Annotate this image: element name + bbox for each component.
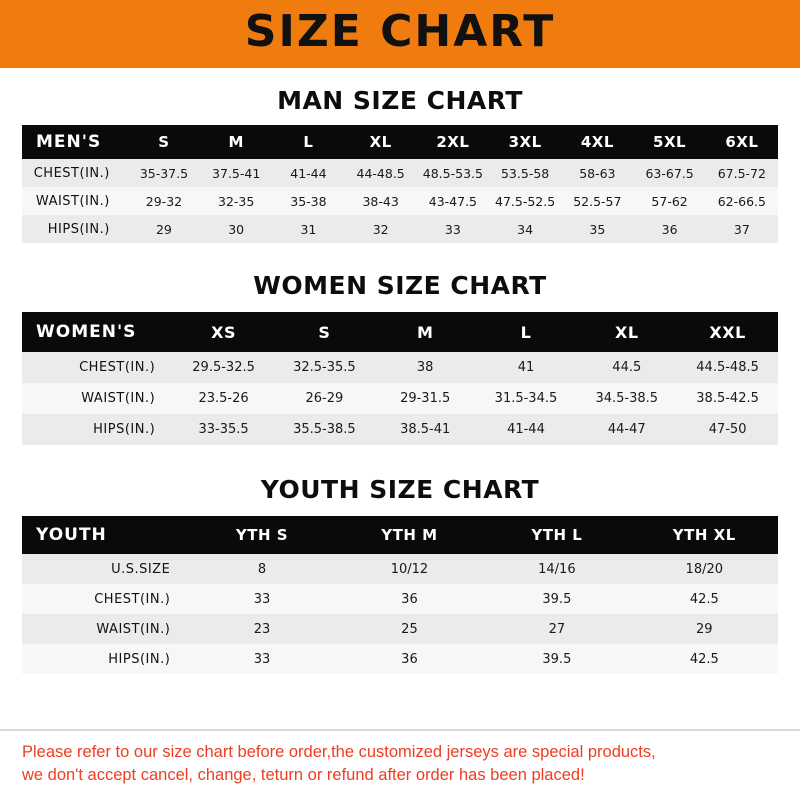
men-cell-1-6: 52.5-57 (573, 193, 622, 209)
table-row (22, 383, 778, 414)
men-row-label-0: CHEST(IN.) (33, 165, 110, 181)
footer-line-1: Please refer to our size chart before order,the customized jerseys are special products, (22, 743, 656, 762)
men-cell-0-7: 63-67.5 (645, 165, 694, 181)
women-column-header-3: L (520, 322, 532, 342)
youth-cell-3-3: 42.5 (689, 651, 719, 667)
youth-cell-0-0: 8 (257, 561, 267, 577)
men-column-header-6: 4XL (580, 133, 614, 151)
youth-size-table (22, 516, 778, 674)
men-cell-0-3: 44-48.5 (356, 165, 405, 181)
women-column-header-2: M (416, 322, 434, 342)
men-column-header-0: S (158, 133, 170, 151)
youth-row-label-1: CHEST(IN.) (94, 591, 171, 607)
men-table-header (22, 125, 778, 159)
women-cell-2-0: 33-35.5 (198, 422, 249, 437)
men-cell-1-8: 62-66.5 (717, 193, 766, 209)
footer-note (0, 729, 800, 800)
men-cell-2-1: 30 (228, 221, 245, 237)
women-column-header-1: S (318, 322, 331, 342)
youth-column-header-1: YTH M (381, 526, 438, 544)
table-row (22, 644, 778, 674)
women-cell-0-0: 29.5-32.5 (192, 360, 255, 375)
men-cell-0-2: 41-44 (290, 165, 327, 181)
women-row-label-0: CHEST(IN.) (79, 360, 156, 375)
women-cell-0-2: 38 (416, 360, 434, 375)
youth-table-body (22, 554, 778, 674)
men-table-body (22, 159, 778, 243)
table-row (22, 159, 778, 187)
women-cell-0-4: 44.5 (612, 360, 642, 375)
men-cell-1-0: 29-32 (145, 193, 183, 209)
youth-cell-1-2: 39.5 (542, 591, 572, 607)
youth-cell-1-0: 33 (253, 591, 271, 607)
men-column-header-4: 2XL (436, 133, 470, 151)
women-cell-1-4: 34.5-38.5 (595, 391, 659, 406)
men-cell-2-2: 31 (300, 221, 317, 237)
women-column-header-4: XL (615, 322, 639, 342)
men-cell-2-3: 32 (372, 221, 389, 237)
men-cell-1-1: 32-35 (218, 193, 255, 209)
page-title: SIZE CHART (244, 6, 556, 57)
youth-cell-3-2: 39.5 (542, 651, 572, 667)
women-cell-1-1: 26-29 (305, 391, 344, 406)
men-row-label-1: WAIST(IN.) (35, 193, 110, 209)
men-column-header-8: 6XL (725, 133, 759, 151)
women-cell-2-3: 41-44 (507, 422, 545, 437)
youth-cell-1-1: 36 (401, 591, 418, 607)
table-row (22, 187, 778, 215)
men-row-label-2: HIPS(IN.) (47, 221, 110, 237)
youth-header-row (22, 516, 778, 554)
youth-cell-0-1: 10/12 (390, 561, 429, 577)
table-row (22, 554, 778, 584)
men-header-row (22, 125, 778, 159)
youth-cell-3-0: 33 (253, 651, 271, 667)
women-cell-2-4: 44-47 (607, 422, 646, 437)
footer-line-2: we don't accept cancel, change, teturn or refund after order has been placed! (22, 765, 585, 784)
men-cell-1-7: 57-62 (651, 193, 688, 209)
women-cell-2-1: 35.5-38.5 (293, 422, 356, 437)
youth-cell-0-3: 18/20 (685, 561, 724, 577)
youth-column-header-0: YTH S (235, 526, 289, 544)
women-cell-1-0: 23.5-26 (198, 391, 249, 406)
table-row (22, 352, 778, 383)
women-column-header-0: XS (211, 322, 237, 342)
youth-column-header-2: YTH L (531, 526, 583, 544)
men-cell-2-6: 35 (589, 221, 606, 237)
women-cell-1-3: 31.5-34.5 (494, 391, 558, 406)
youth-row-label-2: WAIST(IN.) (96, 621, 171, 637)
women-cell-0-5: 44.5-48.5 (696, 360, 759, 375)
women-size-table (22, 312, 778, 445)
men-cell-2-0: 29 (155, 221, 172, 237)
youth-cell-2-0: 23 (253, 621, 271, 637)
men-cell-2-7: 36 (661, 221, 678, 237)
men-column-header-1: M (228, 133, 244, 151)
men-cell-0-1: 37.5-41 (212, 165, 261, 181)
men-corner-header: MEN'S (36, 132, 102, 152)
table-row (22, 584, 778, 614)
women-row-label-1: WAIST(IN.) (81, 391, 156, 406)
women-cell-1-5: 38.5-42.5 (696, 391, 759, 406)
women-header-row (22, 312, 778, 352)
women-row-label-2: HIPS(IN.) (93, 422, 156, 437)
women-cell-2-2: 38.5-41 (400, 422, 451, 437)
men-cell-1-5: 47.5-52.5 (495, 193, 556, 209)
men-cell-1-3: 38-43 (362, 193, 399, 209)
men-column-header-5: 3XL (508, 133, 542, 151)
women-cell-1-2: 29-31.5 (400, 391, 451, 406)
table-row (22, 414, 778, 445)
youth-row-label-0: U.S.SIZE (111, 561, 171, 577)
youth-column-header-3: YTH XL (672, 526, 736, 544)
youth-table-header (22, 516, 778, 554)
men-column-header-3: XL (369, 133, 392, 151)
women-table-body (22, 352, 778, 445)
man-section-title: MAN SIZE CHART (277, 86, 523, 115)
men-cell-0-0: 35-37.5 (139, 165, 189, 181)
men-column-header-2: L (303, 133, 314, 151)
men-cell-0-5: 53.5-58 (500, 165, 550, 181)
women-cell-2-5: 47-50 (708, 422, 747, 437)
men-cell-0-8: 67.5-72 (717, 165, 766, 181)
youth-cell-0-2: 14/16 (538, 561, 576, 577)
youth-corner-header: YOUTH (36, 525, 107, 545)
women-corner-header: WOMEN'S (36, 322, 137, 342)
table-row (22, 614, 778, 644)
women-cell-0-3: 41 (517, 360, 535, 375)
youth-cell-1-3: 42.5 (689, 591, 719, 607)
men-column-header-7: 5XL (653, 133, 687, 151)
men-size-table (22, 125, 778, 243)
table-row (22, 215, 778, 243)
youth-row-label-3: HIPS(IN.) (108, 651, 171, 667)
youth-cell-2-1: 25 (401, 621, 418, 637)
men-cell-0-4: 48.5-53.5 (422, 165, 483, 181)
youth-cell-2-2: 27 (548, 621, 566, 637)
men-cell-2-4: 33 (444, 221, 461, 237)
youth-section-title: YOUTH SIZE CHART (260, 475, 540, 504)
youth-cell-2-3: 29 (696, 621, 713, 637)
men-cell-1-4: 43-47.5 (428, 193, 477, 209)
women-cell-0-1: 32.5-35.5 (293, 360, 356, 375)
men-cell-1-2: 35-38 (290, 193, 327, 209)
women-table-header (22, 312, 778, 352)
women-column-header-5: XXL (709, 322, 746, 342)
men-cell-0-6: 58-63 (579, 165, 616, 181)
women-section-title: WOMEN SIZE CHART (253, 271, 547, 300)
page-banner (0, 0, 800, 68)
men-cell-2-5: 34 (517, 221, 534, 237)
men-cell-2-8: 37 (733, 221, 750, 237)
content-area (0, 86, 800, 674)
youth-cell-3-1: 36 (401, 651, 418, 667)
